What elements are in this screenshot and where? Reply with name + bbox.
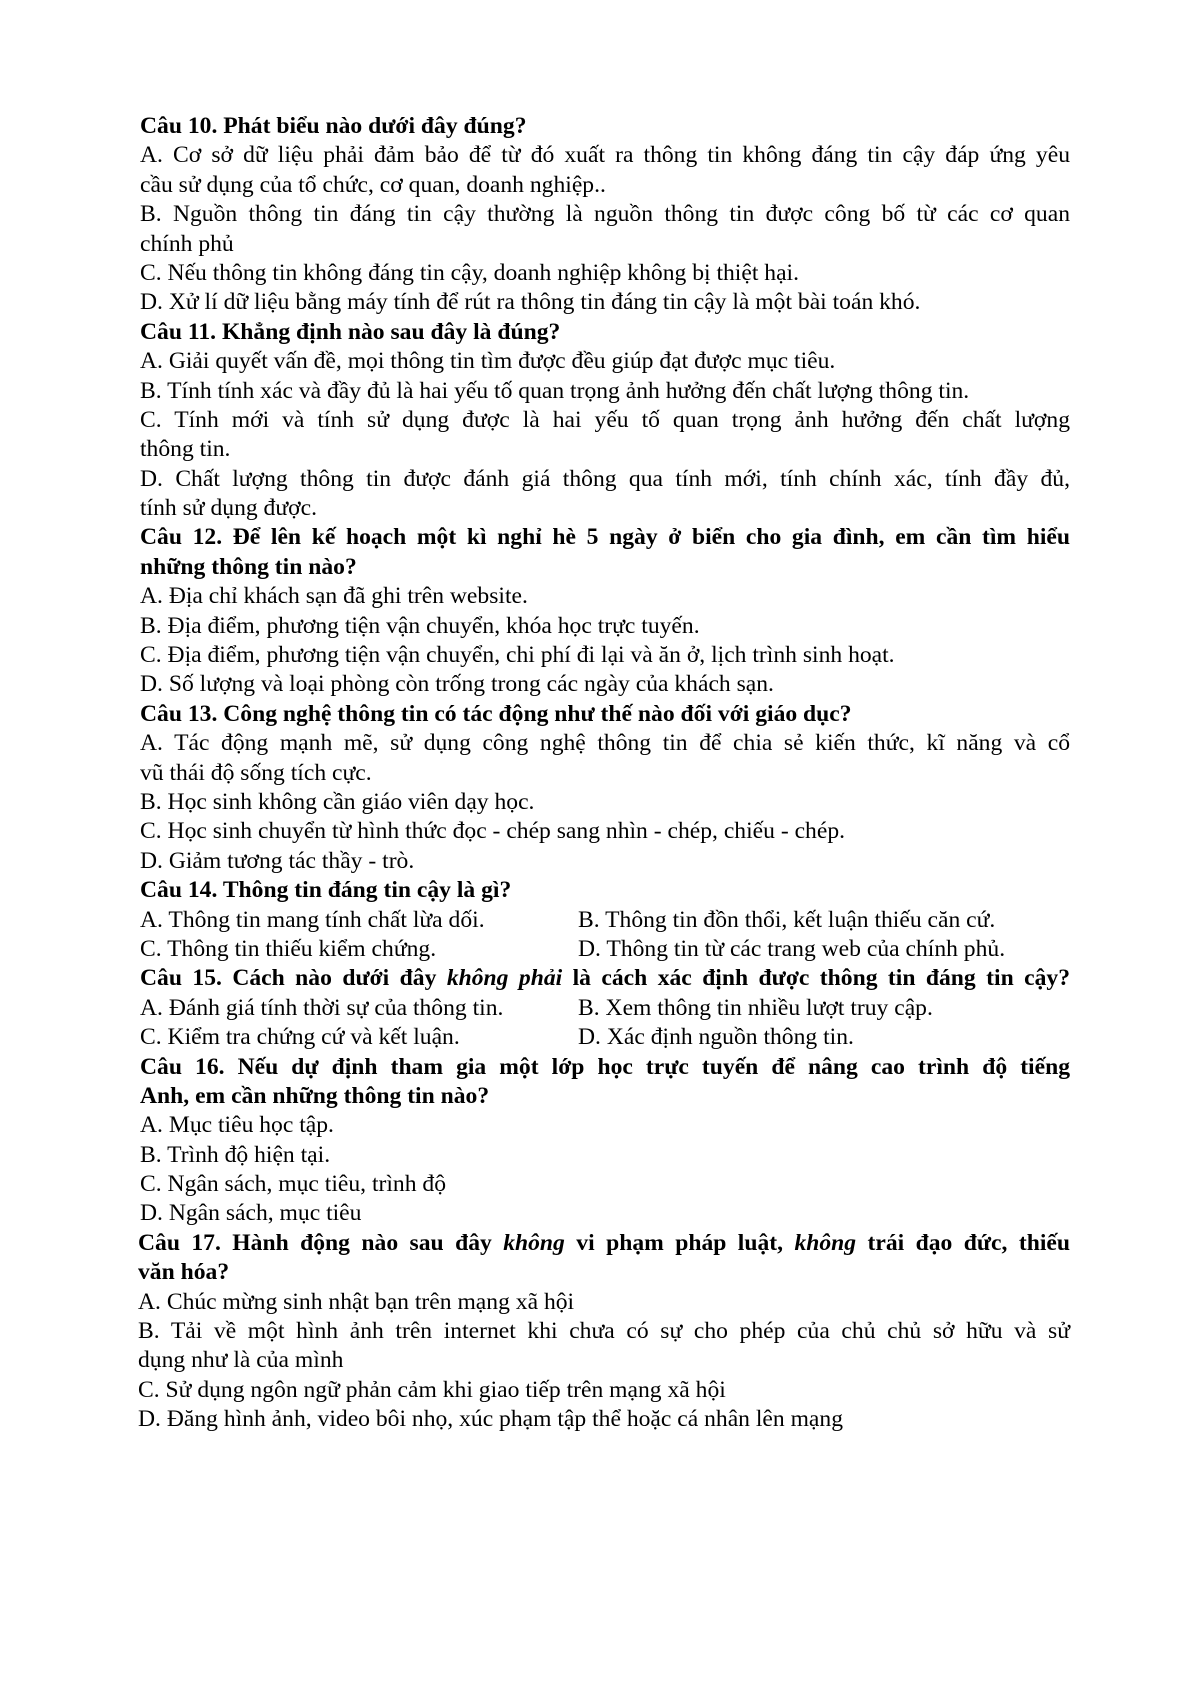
question-17-option-c: C. Sử dụng ngôn ngữ phản cảm khi giao tiếp trên mạng xã hội	[138, 1376, 726, 1403]
question-17-option-b-cont: dụng như là của mình	[138, 1347, 344, 1374]
question-17-title-emphasis-1: không	[503, 1229, 565, 1256]
question-15-option-a: A. Đánh giá tính thời sự của thông tin.	[140, 994, 504, 1021]
question-14-option-d: D. Thông tin từ các trang web của chính phủ.	[578, 935, 1006, 962]
question-17-title-middle: vi phạm pháp luật,	[564, 1229, 795, 1256]
question-15-title-start: Câu 15. Cách nào dưới đây	[140, 965, 447, 992]
question-13-title: Câu 13. Công nghệ thông tin có tác động như thế nào đối với giáo dục?	[140, 700, 852, 727]
question-14-options-row-1	[140, 906, 1070, 935]
question-17-title-cont: văn hóa?	[138, 1259, 230, 1286]
question-10-title: Câu 10. Phát biểu nào dưới đây đúng?	[140, 113, 527, 139]
question-12-option-a: A. Địa chỉ khách sạn đã ghi trên website.	[140, 583, 528, 610]
question-15-option-c: C. Kiểm tra chứng cứ và kết luận.	[140, 1024, 460, 1051]
question-13-option-a-cont: vũ thái độ sống tích cực.	[140, 759, 372, 786]
question-15-title-emphasis: không phải	[446, 965, 563, 992]
question-13-option-c: C. Học sinh chuyển từ hình thức đọc - chép sang nhìn - chép, chiếu - chép.	[140, 818, 846, 845]
question-14-title: Câu 14. Thông tin đáng tin cậy là gì?	[140, 877, 512, 904]
question-16-option-d: D. Ngân sách, mục tiêu	[140, 1200, 362, 1227]
question-15-title-end: là cách xác định được thông tin đáng tin cậy?	[562, 965, 1070, 992]
question-15-option-d: D. Xác định nguồn thông tin.	[578, 1024, 854, 1051]
question-17-block	[138, 1229, 1070, 1435]
question-13-option-b: B. Học sinh không cần giáo viên dạy học.	[140, 788, 535, 815]
question-11-option-d-cont: tính sử dụng được.	[140, 495, 317, 522]
question-14-option-c: C. Thông tin thiếu kiểm chứng.	[140, 935, 437, 962]
question-10-option-c: C. Nếu thông tin không đáng tin cậy, doanh nghiệp không bị thiệt hại.	[140, 259, 800, 286]
document-page	[140, 112, 1070, 1435]
question-16-title: Câu 16. Nếu dự định tham gia một lớp học trực tuyến để nâng cao trình độ tiếng	[140, 1053, 1070, 1080]
question-17-title-emphasis-2: không	[794, 1229, 857, 1256]
question-14-option-b: B. Thông tin đồn thổi, kết luận thiếu căn cứ.	[578, 906, 996, 933]
question-15-title	[140, 964, 1070, 993]
question-13-option-a: A. Tác động mạnh mẽ, sử dụng công nghệ thông tin để chia sẻ kiến thức, kĩ năng và cổ	[140, 730, 1070, 757]
question-12-title-cont: những thông tin nào?	[140, 553, 357, 580]
question-17-option-b: B. Tải về một hình ảnh trên internet khi chưa có sự cho phép của chủ chủ sở hữu và sử	[138, 1318, 1070, 1345]
question-16-option-b: B. Trình độ hiện tại.	[140, 1141, 331, 1168]
question-14-options-row-2	[140, 935, 1070, 964]
question-17-title	[138, 1229, 1070, 1258]
question-11-option-d: D. Chất lượng thông tin được đánh giá thông qua tính mới, tính chính xác, tính đầy đủ,	[140, 465, 1070, 492]
question-17-option-a: A. Chúc mừng sinh nhật bạn trên mạng xã hội	[138, 1288, 575, 1315]
question-11-option-a: A. Giải quyết vấn đề, mọi thông tin tìm được đều giúp đạt được mục tiêu.	[140, 348, 836, 375]
question-10-option-d: D. Xử lí dữ liệu bằng máy tính để rút ra thông tin đáng tin cậy là một bài toán khó.	[140, 289, 921, 316]
question-16-title-cont: Anh, em cần những thông tin nào?	[140, 1082, 490, 1109]
question-11-option-b: B. Tính tính xác và đầy đủ là hai yếu tố quan trọng ảnh hưởng đến chất lượng thông tin.	[140, 377, 970, 404]
question-16-option-a: A. Mục tiêu học tập.	[140, 1112, 334, 1139]
question-12-option-c: C. Địa điểm, phương tiện vận chuyển, chi phí đi lại và ăn ở, lịch trình sinh hoạt.	[140, 642, 895, 669]
question-14-option-a: A. Thông tin mang tính chất lừa dối.	[140, 906, 485, 933]
question-10-option-b-cont: chính phủ	[140, 230, 234, 257]
question-10-option-a-cont: cầu sử dụng của tổ chức, cơ quan, doanh nghiệp..	[140, 171, 606, 198]
question-10-option-a: A. Cơ sở dữ liệu phải đảm bảo để từ đó xuất ra thông tin không đáng tin cậy đáp ứng yêu	[140, 142, 1070, 169]
question-15-options-row-2	[140, 1023, 1070, 1052]
question-16-option-c: C. Ngân sách, mục tiêu, trình độ	[140, 1171, 447, 1198]
question-10-option-b: B. Nguồn thông tin đáng tin cậy thường là nguồn thông tin được công bố từ các cơ quan	[140, 201, 1070, 228]
question-13-option-d: D. Giảm tương tác thầy - trò.	[140, 847, 415, 874]
question-11-title: Câu 11. Khẳng định nào sau đây là đúng?	[140, 318, 561, 345]
question-12-option-d: D. Số lượng và loại phòng còn trống trong các ngày của khách sạn.	[140, 671, 774, 698]
question-17-option-d: D. Đăng hình ảnh, video bôi nhọ, xúc phạm tập thể hoặc cá nhân lên mạng	[138, 1406, 844, 1433]
question-17-title-start: Câu 17. Hành động nào sau đây	[138, 1229, 504, 1256]
question-11-option-c: C. Tính mới và tính sử dụng được là hai yếu tố quan trọng ảnh hưởng đến chất lượng	[140, 406, 1070, 433]
question-15-option-b: B. Xem thông tin nhiều lượt truy cập.	[578, 994, 933, 1021]
question-11-option-c-cont: thông tin.	[140, 436, 231, 463]
question-12-title: Câu 12. Để lên kế hoạch một kì nghỉ hè 5 ngày ở biển cho gia đình, em cần tìm hiểu	[140, 524, 1070, 551]
question-12-option-b: B. Địa điểm, phương tiện vận chuyển, khóa học trực tuyến.	[140, 612, 700, 639]
question-15-options-row-1	[140, 994, 1070, 1023]
question-17-title-end: trái đạo đức, thiếu	[856, 1229, 1070, 1256]
